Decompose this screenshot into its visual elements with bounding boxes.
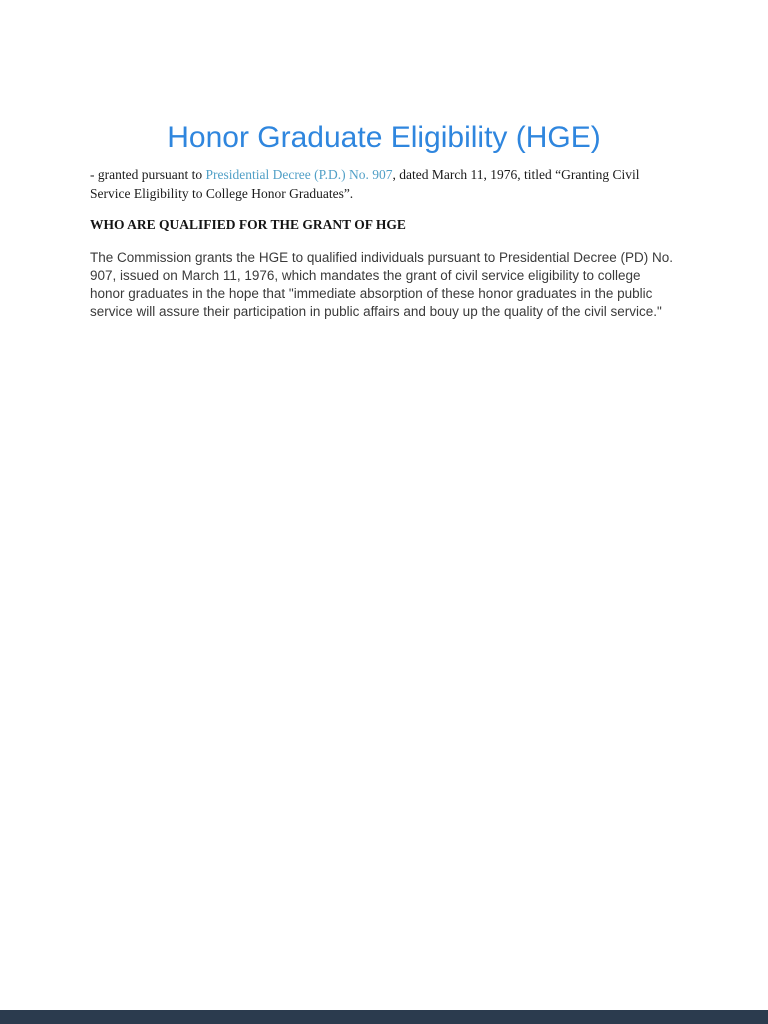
page-bottom-bar bbox=[0, 1010, 768, 1024]
pd-907-link[interactable]: Presidential Decree (P.D.) No. 907 bbox=[205, 167, 393, 182]
document-title: Honor Graduate Eligibility (HGE) bbox=[167, 121, 601, 154]
intro-suffix: , dated March 11, 1976, titled “Granting Civil Service Eligibility to College Honor Graduates”. bbox=[90, 167, 640, 201]
body-paragraph: The Commission grants the HGE to qualified individuals pursuant to Presidential Decree (PD) No. 907, issued on March 11, 1976, which mandates the grant of civil service eligibility to college honor graduates in the hope that "immediate absorption of these honor graduates in the public service will assure their participation in public affairs and bouy up the quality of the civil service." bbox=[90, 250, 674, 319]
section-heading: WHO ARE QUALIFIED FOR THE GRANT OF HGE bbox=[90, 217, 406, 232]
intro-paragraph bbox=[90, 165, 678, 203]
intro-prefix: - granted pursuant to bbox=[90, 167, 206, 182]
document-content bbox=[0, 0, 768, 321]
